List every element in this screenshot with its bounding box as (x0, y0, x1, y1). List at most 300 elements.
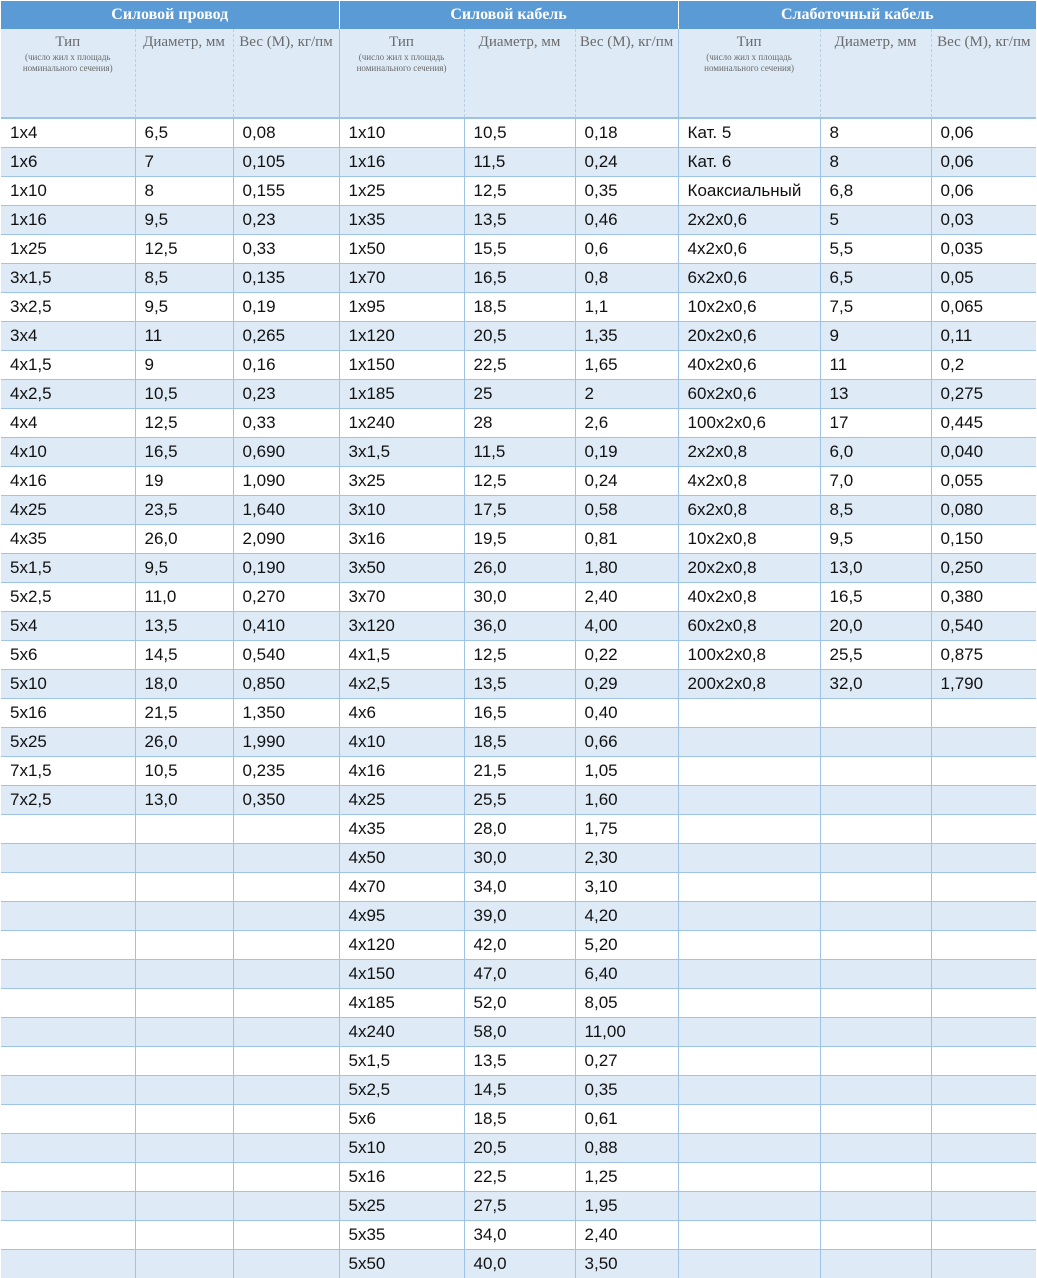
low-current-weight-cell (931, 1163, 1036, 1192)
power-cable-type-cell: 3x25 (339, 467, 464, 496)
power-cable-diameter-cell: 25 (464, 380, 575, 409)
wire-diameter-cell: 11,0 (135, 583, 233, 612)
low-current-weight-cell (931, 1076, 1036, 1105)
low-current-type-cell: 60x2x0,8 (678, 612, 820, 641)
wire-weight-cell: 0,23 (233, 206, 339, 235)
wire-weight-cell: 0,265 (233, 322, 339, 351)
power-cable-type-cell: 4x1,5 (339, 641, 464, 670)
power-cable-type-cell: 5x35 (339, 1221, 464, 1250)
wire-type-cell (1, 1221, 135, 1250)
low-current-type-cell: 60x2x0,6 (678, 380, 820, 409)
power-cable-weight-cell: 0,61 (575, 1105, 678, 1134)
power-cable-type-cell: 4x240 (339, 1018, 464, 1047)
power-cable-diameter-cell: 34,0 (464, 1221, 575, 1250)
power-cable-type-cell: 4x6 (339, 699, 464, 728)
wire-type-cell: 4x1,5 (1, 351, 135, 380)
low-current-type-cell (678, 873, 820, 902)
column-header-type-note: (число жил х площадь номинального сечения) (681, 52, 818, 74)
table-row (1, 873, 1036, 902)
power-cable-weight-cell: 0,8 (575, 264, 678, 293)
table-row (1, 118, 1036, 148)
power-cable-weight-cell: 0,66 (575, 728, 678, 757)
wire-type-cell: 1x6 (1, 148, 135, 177)
power-cable-type-cell: 3x16 (339, 525, 464, 554)
power-cable-type-cell: 4x35 (339, 815, 464, 844)
wire-diameter-cell: 26,0 (135, 728, 233, 757)
wire-weight-cell: 1,090 (233, 467, 339, 496)
wire-diameter-cell (135, 1221, 233, 1250)
low-current-weight-cell: 0,080 (931, 496, 1036, 525)
low-current-weight-cell (931, 960, 1036, 989)
wire-type-cell (1, 1192, 135, 1221)
low-current-weight-cell: 0,055 (931, 467, 1036, 496)
wire-weight-cell (233, 1076, 339, 1105)
low-current-weight-cell: 0,06 (931, 118, 1036, 148)
power-cable-diameter-cell: 58,0 (464, 1018, 575, 1047)
wire-weight-cell (233, 1250, 339, 1278)
column-header-diameter: Диаметр, мм (820, 29, 931, 118)
power-cable-type-cell: 4x50 (339, 844, 464, 873)
low-current-diameter-cell (820, 1192, 931, 1221)
low-current-diameter-cell: 8 (820, 118, 931, 148)
wire-type-cell: 4x10 (1, 438, 135, 467)
power-cable-weight-cell: 11,00 (575, 1018, 678, 1047)
power-cable-type-cell: 1x50 (339, 235, 464, 264)
power-cable-weight-cell: 0,35 (575, 1076, 678, 1105)
power-cable-type-cell: 1x185 (339, 380, 464, 409)
power-cable-type-cell: 4x185 (339, 989, 464, 1018)
column-header-weight: Вес (М), кг/пм (575, 29, 678, 118)
wire-diameter-cell: 26,0 (135, 525, 233, 554)
power-cable-diameter-cell: 25,5 (464, 786, 575, 815)
wire-weight-cell: 0,16 (233, 351, 339, 380)
power-cable-diameter-cell: 40,0 (464, 1250, 575, 1278)
low-current-type-cell: 4x2x0,6 (678, 235, 820, 264)
wire-diameter-cell: 16,5 (135, 438, 233, 467)
low-current-type-cell (678, 1250, 820, 1278)
wire-diameter-cell (135, 1105, 233, 1134)
power-cable-type-cell: 3x50 (339, 554, 464, 583)
wire-type-cell: 5x10 (1, 670, 135, 699)
low-current-diameter-cell (820, 1134, 931, 1163)
power-cable-diameter-cell: 47,0 (464, 960, 575, 989)
low-current-weight-cell (931, 902, 1036, 931)
power-cable-weight-cell: 0,29 (575, 670, 678, 699)
table-row (1, 757, 1036, 786)
wire-diameter-cell: 6,5 (135, 118, 233, 148)
wire-diameter-cell: 12,5 (135, 409, 233, 438)
wire-type-cell (1, 844, 135, 873)
group-header-power-cable: Силовой кабель (339, 1, 678, 29)
power-cable-diameter-cell: 13,5 (464, 206, 575, 235)
table-row (1, 1018, 1036, 1047)
low-current-weight-cell (931, 786, 1036, 815)
table-row (1, 960, 1036, 989)
low-current-type-cell: 4x2x0,8 (678, 467, 820, 496)
wire-diameter-cell: 21,5 (135, 699, 233, 728)
low-current-diameter-cell: 7,0 (820, 467, 931, 496)
low-current-type-cell (678, 757, 820, 786)
low-current-weight-cell: 0,06 (931, 177, 1036, 206)
power-cable-diameter-cell: 12,5 (464, 641, 575, 670)
low-current-diameter-cell (820, 1221, 931, 1250)
power-cable-type-cell: 3x10 (339, 496, 464, 525)
low-current-diameter-cell (820, 1105, 931, 1134)
low-current-diameter-cell: 13 (820, 380, 931, 409)
low-current-type-cell (678, 902, 820, 931)
column-header-diameter: Диаметр, мм (464, 29, 575, 118)
power-cable-type-cell: 4x10 (339, 728, 464, 757)
wire-type-cell (1, 815, 135, 844)
wire-weight-cell (233, 989, 339, 1018)
table-row (1, 148, 1036, 177)
power-cable-weight-cell: 1,95 (575, 1192, 678, 1221)
power-cable-diameter-cell: 28 (464, 409, 575, 438)
power-cable-diameter-cell: 13,5 (464, 1047, 575, 1076)
low-current-type-cell (678, 1047, 820, 1076)
wire-diameter-cell (135, 989, 233, 1018)
wire-weight-cell (233, 815, 339, 844)
power-cable-diameter-cell: 30,0 (464, 583, 575, 612)
wire-weight-cell (233, 931, 339, 960)
wire-weight-cell (233, 1047, 339, 1076)
table-row (1, 554, 1036, 583)
low-current-diameter-cell (820, 699, 931, 728)
low-current-weight-cell: 0,05 (931, 264, 1036, 293)
table-row (1, 177, 1036, 206)
low-current-weight-cell (931, 989, 1036, 1018)
low-current-weight-cell: 0,250 (931, 554, 1036, 583)
power-cable-type-cell: 3x70 (339, 583, 464, 612)
power-cable-diameter-cell: 42,0 (464, 931, 575, 960)
low-current-diameter-cell (820, 786, 931, 815)
group-header-low-current-cable: Слаботочный кабель (678, 1, 1036, 29)
power-cable-weight-cell: 1,65 (575, 351, 678, 380)
low-current-diameter-cell (820, 1047, 931, 1076)
low-current-weight-cell: 0,275 (931, 380, 1036, 409)
low-current-diameter-cell: 20,0 (820, 612, 931, 641)
wire-weight-cell (233, 960, 339, 989)
low-current-weight-cell: 0,540 (931, 612, 1036, 641)
wire-type-cell: 7x2,5 (1, 786, 135, 815)
table-row (1, 1221, 1036, 1250)
table-row (1, 1134, 1036, 1163)
wire-diameter-cell (135, 844, 233, 873)
wire-diameter-cell (135, 815, 233, 844)
power-cable-weight-cell: 2,40 (575, 1221, 678, 1250)
wire-type-cell: 1x25 (1, 235, 135, 264)
power-cable-type-cell: 3x120 (339, 612, 464, 641)
wire-weight-cell (233, 1192, 339, 1221)
wire-weight-cell (233, 873, 339, 902)
power-cable-weight-cell: 0,19 (575, 438, 678, 467)
wire-type-cell (1, 1018, 135, 1047)
low-current-diameter-cell (820, 757, 931, 786)
power-cable-type-cell: 1x70 (339, 264, 464, 293)
wire-type-cell (1, 873, 135, 902)
power-cable-weight-cell: 1,75 (575, 815, 678, 844)
wire-weight-cell: 1,350 (233, 699, 339, 728)
column-header-diameter: Диаметр, мм (135, 29, 233, 118)
power-cable-diameter-cell: 18,5 (464, 728, 575, 757)
wire-type-cell: 1x10 (1, 177, 135, 206)
table-row (1, 815, 1036, 844)
wire-weight-cell: 1,640 (233, 496, 339, 525)
power-cable-diameter-cell: 20,5 (464, 322, 575, 351)
low-current-diameter-cell: 6,5 (820, 264, 931, 293)
power-cable-type-cell: 1x120 (339, 322, 464, 351)
wire-type-cell (1, 1134, 135, 1163)
wire-weight-cell (233, 902, 339, 931)
table-row (1, 670, 1036, 699)
wire-type-cell (1, 1250, 135, 1278)
wire-diameter-cell: 8 (135, 177, 233, 206)
power-cable-weight-cell: 1,60 (575, 786, 678, 815)
group-header-power-wire: Силовой провод (1, 1, 339, 29)
low-current-type-cell: 100x2x0,6 (678, 409, 820, 438)
power-cable-weight-cell: 1,25 (575, 1163, 678, 1192)
power-cable-type-cell: 4x2,5 (339, 670, 464, 699)
power-cable-weight-cell: 0,46 (575, 206, 678, 235)
power-cable-diameter-cell: 22,5 (464, 1163, 575, 1192)
low-current-diameter-cell: 13,0 (820, 554, 931, 583)
power-cable-weight-cell: 1,05 (575, 757, 678, 786)
low-current-diameter-cell (820, 931, 931, 960)
power-cable-weight-cell: 0,27 (575, 1047, 678, 1076)
wire-weight-cell (233, 1105, 339, 1134)
wire-weight-cell (233, 1163, 339, 1192)
power-cable-diameter-cell: 16,5 (464, 264, 575, 293)
table-row (1, 728, 1036, 757)
low-current-diameter-cell (820, 844, 931, 873)
column-header-row (1, 29, 1036, 118)
low-current-type-cell (678, 1163, 820, 1192)
power-cable-type-cell: 5x25 (339, 1192, 464, 1221)
table-row (1, 786, 1036, 815)
wire-weight-cell: 0,135 (233, 264, 339, 293)
wire-diameter-cell: 7 (135, 148, 233, 177)
low-current-diameter-cell: 6,0 (820, 438, 931, 467)
wire-weight-cell: 0,105 (233, 148, 339, 177)
wire-diameter-cell: 19 (135, 467, 233, 496)
wire-weight-cell (233, 1221, 339, 1250)
power-cable-type-cell: 3x1,5 (339, 438, 464, 467)
low-current-weight-cell: 0,03 (931, 206, 1036, 235)
column-header-weight: Вес (М), кг/пм (233, 29, 339, 118)
power-cable-type-cell: 1x240 (339, 409, 464, 438)
wire-diameter-cell: 13,0 (135, 786, 233, 815)
power-cable-weight-cell: 4,00 (575, 612, 678, 641)
low-current-type-cell (678, 1105, 820, 1134)
wire-weight-cell: 0,33 (233, 409, 339, 438)
low-current-diameter-cell (820, 902, 931, 931)
power-cable-weight-cell: 0,6 (575, 235, 678, 264)
low-current-weight-cell: 0,150 (931, 525, 1036, 554)
wire-type-cell: 4x2,5 (1, 380, 135, 409)
power-cable-weight-cell: 1,80 (575, 554, 678, 583)
table-row (1, 351, 1036, 380)
wire-weight-cell: 0,850 (233, 670, 339, 699)
low-current-diameter-cell: 11 (820, 351, 931, 380)
power-cable-type-cell: 4x70 (339, 873, 464, 902)
table-row (1, 1192, 1036, 1221)
wire-diameter-cell: 8,5 (135, 264, 233, 293)
low-current-diameter-cell: 5 (820, 206, 931, 235)
power-cable-diameter-cell: 26,0 (464, 554, 575, 583)
low-current-weight-cell: 0,06 (931, 148, 1036, 177)
wire-type-cell (1, 1105, 135, 1134)
wire-diameter-cell (135, 931, 233, 960)
low-current-diameter-cell: 16,5 (820, 583, 931, 612)
power-cable-diameter-cell: 52,0 (464, 989, 575, 1018)
wire-diameter-cell (135, 1018, 233, 1047)
table-row (1, 902, 1036, 931)
wire-type-cell: 4x35 (1, 525, 135, 554)
wire-type-cell: 5x1,5 (1, 554, 135, 583)
power-cable-weight-cell: 0,40 (575, 699, 678, 728)
low-current-weight-cell (931, 1221, 1036, 1250)
low-current-diameter-cell: 17 (820, 409, 931, 438)
low-current-weight-cell: 0,040 (931, 438, 1036, 467)
low-current-diameter-cell (820, 1163, 931, 1192)
power-cable-weight-cell: 0,24 (575, 148, 678, 177)
table-row (1, 699, 1036, 728)
low-current-type-cell: 10x2x0,8 (678, 525, 820, 554)
power-cable-diameter-cell: 13,5 (464, 670, 575, 699)
low-current-type-cell (678, 786, 820, 815)
table-row (1, 525, 1036, 554)
power-cable-type-cell: 1x35 (339, 206, 464, 235)
low-current-type-cell (678, 1018, 820, 1047)
low-current-diameter-cell: 25,5 (820, 641, 931, 670)
low-current-type-cell (678, 931, 820, 960)
low-current-diameter-cell (820, 960, 931, 989)
wire-diameter-cell: 9 (135, 351, 233, 380)
power-cable-diameter-cell: 10,5 (464, 118, 575, 148)
power-cable-weight-cell: 1,35 (575, 322, 678, 351)
low-current-diameter-cell (820, 873, 931, 902)
wire-diameter-cell: 10,5 (135, 380, 233, 409)
wire-weight-cell: 2,090 (233, 525, 339, 554)
wire-type-cell: 1x4 (1, 118, 135, 148)
table-row (1, 641, 1036, 670)
table-row (1, 1047, 1036, 1076)
power-cable-weight-cell: 1,1 (575, 293, 678, 322)
wire-weight-cell: 0,690 (233, 438, 339, 467)
power-cable-type-cell: 5x10 (339, 1134, 464, 1163)
cable-spec-page (0, 1, 1037, 1272)
power-cable-diameter-cell: 12,5 (464, 467, 575, 496)
power-cable-weight-cell: 6,40 (575, 960, 678, 989)
column-header-weight: Вес (М), кг/пм (931, 29, 1036, 118)
power-cable-type-cell: 4x150 (339, 960, 464, 989)
table-row (1, 844, 1036, 873)
low-current-type-cell: 2x2x0,6 (678, 206, 820, 235)
low-current-weight-cell (931, 1192, 1036, 1221)
low-current-weight-cell (931, 931, 1036, 960)
table-row (1, 1076, 1036, 1105)
low-current-type-cell (678, 1221, 820, 1250)
column-header-type-note: (число жил х площадь номинального сечения) (3, 52, 133, 74)
table-body (1, 118, 1036, 1278)
wire-type-cell (1, 1163, 135, 1192)
power-cable-diameter-cell: 18,5 (464, 1105, 575, 1134)
wire-diameter-cell: 9,5 (135, 206, 233, 235)
power-cable-diameter-cell: 36,0 (464, 612, 575, 641)
wire-weight-cell: 0,08 (233, 118, 339, 148)
wire-weight-cell: 0,350 (233, 786, 339, 815)
power-cable-diameter-cell: 20,5 (464, 1134, 575, 1163)
low-current-diameter-cell (820, 989, 931, 1018)
power-cable-type-cell: 4x95 (339, 902, 464, 931)
table-row (1, 380, 1036, 409)
low-current-diameter-cell: 8 (820, 148, 931, 177)
wire-weight-cell: 0,23 (233, 380, 339, 409)
power-cable-weight-cell: 0,18 (575, 118, 678, 148)
low-current-diameter-cell: 7,5 (820, 293, 931, 322)
wire-weight-cell: 0,155 (233, 177, 339, 206)
wire-type-cell: 4x25 (1, 496, 135, 525)
low-current-weight-cell (931, 1047, 1036, 1076)
wire-type-cell (1, 989, 135, 1018)
wire-type-cell (1, 902, 135, 931)
low-current-weight-cell (931, 1250, 1036, 1278)
wire-weight-cell: 0,33 (233, 235, 339, 264)
wire-diameter-cell (135, 960, 233, 989)
power-cable-diameter-cell: 19,5 (464, 525, 575, 554)
wire-type-cell: 1x16 (1, 206, 135, 235)
low-current-type-cell: Коаксиальный (678, 177, 820, 206)
power-cable-weight-cell: 2,6 (575, 409, 678, 438)
low-current-type-cell (678, 1134, 820, 1163)
power-cable-diameter-cell: 30,0 (464, 844, 575, 873)
table-row (1, 989, 1036, 1018)
low-current-type-cell: 6x2x0,8 (678, 496, 820, 525)
low-current-weight-cell (931, 1105, 1036, 1134)
wire-diameter-cell: 9,5 (135, 554, 233, 583)
column-header-type-note: (число жил х площадь номинального сечения) (342, 52, 462, 74)
low-current-diameter-cell (820, 1076, 931, 1105)
power-cable-weight-cell: 2,30 (575, 844, 678, 873)
low-current-weight-cell (931, 1018, 1036, 1047)
column-header-type-label: Тип (55, 34, 80, 50)
table-row (1, 264, 1036, 293)
wire-diameter-cell: 9,5 (135, 293, 233, 322)
wire-type-cell (1, 1076, 135, 1105)
power-cable-diameter-cell: 17,5 (464, 496, 575, 525)
table-row (1, 1163, 1036, 1192)
table-row (1, 467, 1036, 496)
wire-diameter-cell: 23,5 (135, 496, 233, 525)
power-cable-weight-cell: 5,20 (575, 931, 678, 960)
power-cable-weight-cell: 3,50 (575, 1250, 678, 1278)
column-header-type (678, 29, 820, 118)
low-current-weight-cell: 0,11 (931, 322, 1036, 351)
table-row (1, 438, 1036, 467)
power-cable-diameter-cell: 14,5 (464, 1076, 575, 1105)
wire-diameter-cell (135, 1134, 233, 1163)
table-row (1, 206, 1036, 235)
low-current-type-cell (678, 1192, 820, 1221)
low-current-type-cell (678, 1076, 820, 1105)
table-row (1, 931, 1036, 960)
table-row (1, 496, 1036, 525)
wire-diameter-cell (135, 1076, 233, 1105)
power-cable-diameter-cell: 11,5 (464, 438, 575, 467)
wire-type-cell: 5x25 (1, 728, 135, 757)
table-row (1, 322, 1036, 351)
wire-diameter-cell: 11 (135, 322, 233, 351)
